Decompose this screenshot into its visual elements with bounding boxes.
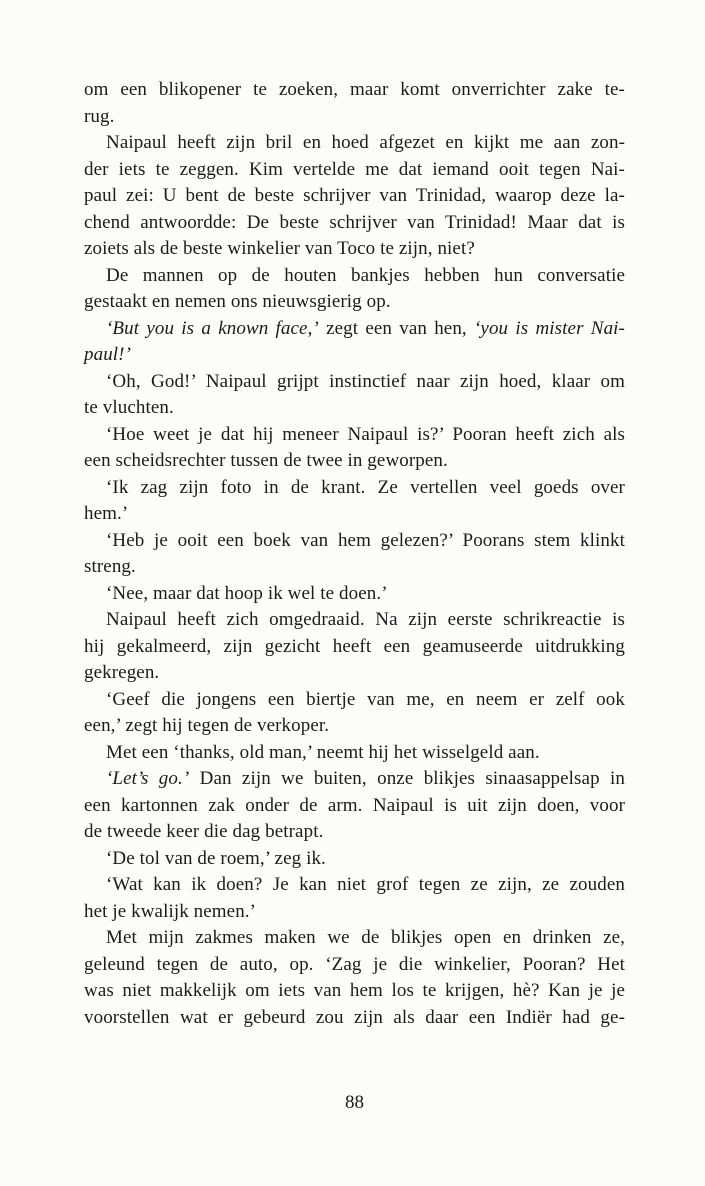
text-line <box>84 263 625 290</box>
text-line <box>84 130 625 157</box>
text-line <box>84 475 625 502</box>
text-line <box>84 713 625 740</box>
text-segment: hem.’ <box>84 503 129 524</box>
text-line <box>84 846 625 873</box>
text-segment: Met mijn zakmes maken we de blikjes open en drinken ze, <box>106 927 625 948</box>
text-line <box>84 395 625 422</box>
text-line <box>84 607 625 634</box>
text-line <box>84 157 625 184</box>
text-segment: ‘De tol van de roem,’ zeg ik. <box>106 847 326 869</box>
text-segment: gekregen. <box>84 662 160 683</box>
text-segment: Naipaul heeft zijn bril en hoed afgezet en kijkt me aan zon- <box>106 132 625 153</box>
text-line <box>84 819 625 846</box>
text-line <box>84 422 625 449</box>
text-segment: om een blikopener te zoeken, maar komt onverrichter zake te- <box>84 79 625 100</box>
text-segment: ‘Wat kan ik doen? Je kan niet grof tegen ze zijn, ze zouden <box>106 874 625 895</box>
italic-text-segment: ‘But you is a known face,’ <box>106 317 319 339</box>
italic-text-segment: ‘Let’s go.’ <box>106 768 190 789</box>
text-line <box>84 634 625 661</box>
text-line <box>84 77 625 104</box>
text-segment: paul zei: U bent de beste schrijver van Trinidad, waarop deze la- <box>84 185 625 206</box>
text-segment: hij gekalmeerd, zijn gezicht heeft een geamuseerde uitdrukking <box>84 635 625 657</box>
text-line <box>84 925 625 952</box>
text-segment: streng. <box>84 556 136 577</box>
page-text <box>84 77 625 1031</box>
text-segment: chend antwoordde: De beste schrijver van Trinidad! Maar dat is <box>84 211 625 233</box>
text-segment: ‘Geef die jongens een biertje van me, en neem er zelf ook <box>106 688 625 710</box>
text-line <box>84 766 625 793</box>
text-line <box>84 952 625 979</box>
text-line <box>84 899 625 926</box>
text-segment: voorstellen wat er gebeurd zou zijn als daar een Indiër had ge- <box>84 1006 625 1028</box>
text-line <box>84 183 625 210</box>
text-line <box>84 687 625 714</box>
text-line <box>84 793 625 820</box>
text-segment: zegt een van hen, <box>318 317 474 339</box>
text-line <box>84 316 625 343</box>
text-line <box>84 342 625 369</box>
text-line <box>84 210 625 237</box>
text-segment: der iets te zeggen. Kim vertelde me dat iemand ooit tegen Nai- <box>84 158 625 180</box>
text-line <box>84 872 625 899</box>
text-segment: geleund tegen de auto, op. ‘Zag je die winkelier, Pooran? Het <box>84 953 625 975</box>
text-line <box>84 1005 625 1032</box>
text-line <box>84 369 625 396</box>
text-segment: ‘Hoe weet je dat hij meneer Naipaul is?’ Pooran heeft zich als <box>106 423 625 445</box>
page-number: 88 <box>345 1092 364 1113</box>
text-line <box>84 581 625 608</box>
text-segment: een kartonnen zak onder de arm. Naipaul is uit zijn doen, voor <box>84 794 625 816</box>
text-line <box>84 501 625 528</box>
text-segment: ‘Heb je ooit een boek van hem gelezen?’ Poorans stem klinkt <box>106 529 625 551</box>
text-segment: te vluchten. <box>84 397 174 418</box>
text-segment: Dan zijn we buiten, onze blikjes sinaasappelsap in <box>189 768 625 789</box>
text-segment: Naipaul heeft zich omgedraaid. Na zijn eerste schrikreactie is <box>106 609 625 630</box>
text-line <box>84 740 625 767</box>
text-segment: was niet makkelijk om iets van hem los te krijgen, hè? Kan je je <box>84 980 625 1001</box>
text-line <box>84 978 625 1005</box>
italic-text-segment: paul!’ <box>84 344 132 365</box>
text-segment: de tweede keer die dag betrapt. <box>84 821 324 842</box>
text-line <box>84 660 625 687</box>
text-segment: Met een ‘thanks, old man,’ neemt hij het wisselgeld aan. <box>106 741 540 763</box>
text-segment: ‘Oh, God!’ Naipaul grijpt instinctief naar zijn hoed, klaar om <box>106 370 625 392</box>
text-line <box>84 448 625 475</box>
text-segment: rug. <box>84 105 115 127</box>
text-segment: ‘Nee, maar dat hoop ik wel te doen.’ <box>106 582 388 604</box>
text-line <box>84 236 625 263</box>
text-line <box>84 104 625 131</box>
text-segment: het je kwalijk nemen.’ <box>84 900 257 922</box>
text-segment: De mannen op de houten bankjes hebben hun conversatie <box>106 264 625 286</box>
text-segment: gestaakt en nemen ons nieuwsgierig op. <box>84 291 391 312</box>
italic-text-segment: ‘you is mister Nai- <box>474 317 625 339</box>
text-segment: zoiets als de beste winkelier van Toco te zijn, niet? <box>84 238 475 259</box>
text-segment: een,’ zegt hij tegen de verkoper. <box>84 715 330 736</box>
text-line <box>84 289 625 316</box>
text-line <box>84 528 625 555</box>
text-segment: een scheidsrechter tussen de twee in geworpen. <box>84 450 448 471</box>
text-segment: ‘Ik zag zijn foto in de krant. Ze vertellen veel goeds over <box>106 476 625 498</box>
text-line <box>84 554 625 581</box>
